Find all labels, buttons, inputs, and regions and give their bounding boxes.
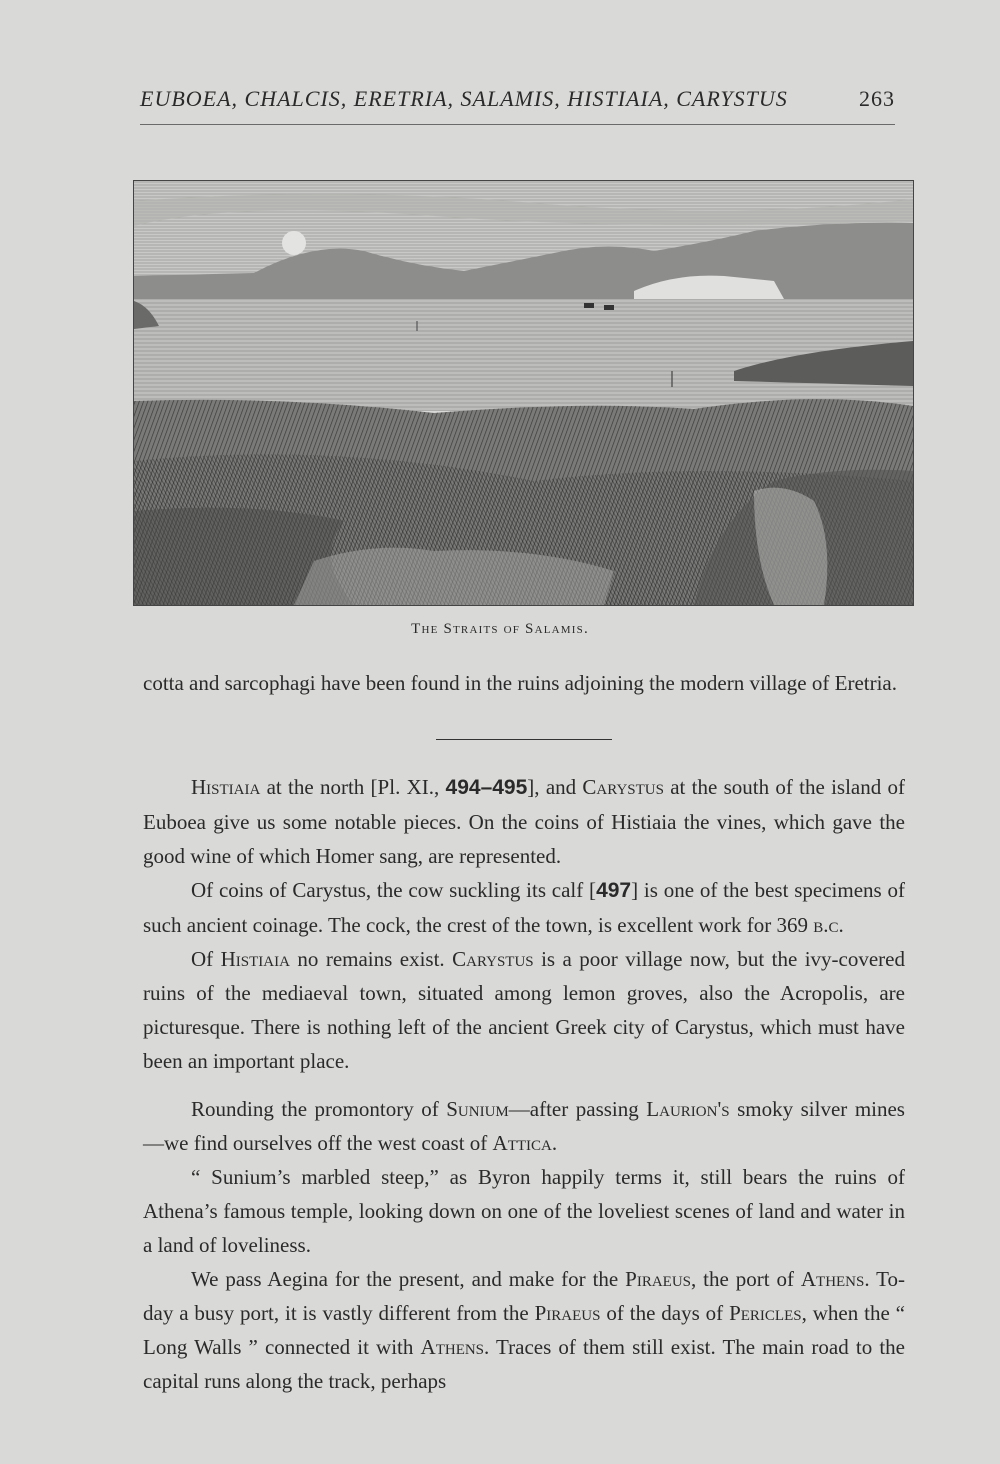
text-run: at the north [Pl. XI., <box>260 775 446 799</box>
name-attica: Attica <box>492 1131 552 1155</box>
continuation-paragraph <box>143 666 905 700</box>
page-number: 263 <box>859 86 895 111</box>
name-piraeus: Piraeus <box>534 1301 601 1325</box>
paragraph-histiaia <box>143 770 905 873</box>
name-carystus: Carystus <box>582 775 664 799</box>
text-run: Of coins of Carystus, the cow suckling its calf [ <box>191 878 597 902</box>
text-run: . Traces of them still exist. The main road to the capital runs along the track, perhaps <box>143 1335 905 1393</box>
running-head <box>140 86 895 112</box>
text-run: smoky silver mines—we find ourselves off the west coast of <box>143 1097 905 1155</box>
name-histiaia: Histiaia <box>220 947 290 971</box>
paragraph-remains <box>143 942 905 1078</box>
name-piraeus: Piraeus <box>625 1267 691 1291</box>
paragraph-byron: “ Sunium’s marbled steep,” as Byron happily terms it, still bears the ruins of Athena’s famous temple, looking down on one of the loveliest scenes of land and water in a land of loveliness. <box>143 1165 905 1257</box>
text-run: —after passing <box>508 1097 647 1121</box>
name-athens: Athens <box>420 1335 485 1359</box>
name-pericles: Pericles <box>729 1301 802 1325</box>
text-run: , the port of <box>691 1267 801 1291</box>
paragraph-sunium <box>143 1092 905 1160</box>
paragraph-piraeus <box>143 1262 905 1398</box>
text-run: ] is one of the best specimens of such ancient coinage. The cock, the crest of the town, is excellent work for 369 <box>143 878 905 937</box>
text-run: ], and <box>527 775 583 799</box>
text-run: Of <box>191 947 221 971</box>
text-run: , when the “ Long Walls ” connected it with <box>143 1301 905 1359</box>
paragraph-coins-carystus <box>143 873 905 942</box>
section-attica <box>143 1092 905 1398</box>
engraving-illustration <box>133 180 914 606</box>
name-sunium: Sunium <box>446 1097 509 1121</box>
running-head-title: EUBOEA, CHALCIS, ERETRIA, SALAMIS, HISTIAIA, CARYSTUS <box>140 86 788 111</box>
text-run: . To-day a busy port, it is vastly different from the <box>143 1267 905 1325</box>
plate-reference: 497 <box>596 879 632 902</box>
figure-caption: The Straits of Salamis. <box>411 621 589 637</box>
plate-reference: 494–495 <box>445 776 528 799</box>
text-run: is a poor village now, but the ivy-covered ruins of the mediaeval town, situated among lemon groves, also the Acropolis, are picturesque. There is nothing left of the ancient Greek city of Carystus, which must have been an important place. <box>143 947 905 1073</box>
name-histiaia: Histiaia <box>191 775 261 799</box>
text-run: at the south of the island of Euboea give us some notable pieces. On the coins of Histiaia the vines, which gave the good wine of which Homer sang, are represented. <box>143 775 905 868</box>
continuation-text: cotta and sarcophagi have been found in the ruins adjoining the modern village of Eretria. <box>143 671 898 695</box>
name-athens: Athens <box>800 1267 865 1291</box>
text-run: of the days of <box>600 1301 730 1325</box>
text-run: We pass Aegina for the present, and make for the <box>191 1267 626 1291</box>
name-laurion: Laurion's <box>646 1097 730 1121</box>
text-run: no remains exist. <box>289 947 453 971</box>
section-histiaia-carystus <box>143 770 905 1078</box>
header-rule <box>140 124 895 125</box>
name-carystus: Carystus <box>452 947 534 971</box>
section-separator <box>436 739 612 740</box>
engraving-drawing <box>134 181 913 605</box>
text-run: Rounding the promontory of <box>191 1097 447 1121</box>
text-run: . <box>551 1131 558 1155</box>
era-abbrev: b.c. <box>813 913 844 937</box>
